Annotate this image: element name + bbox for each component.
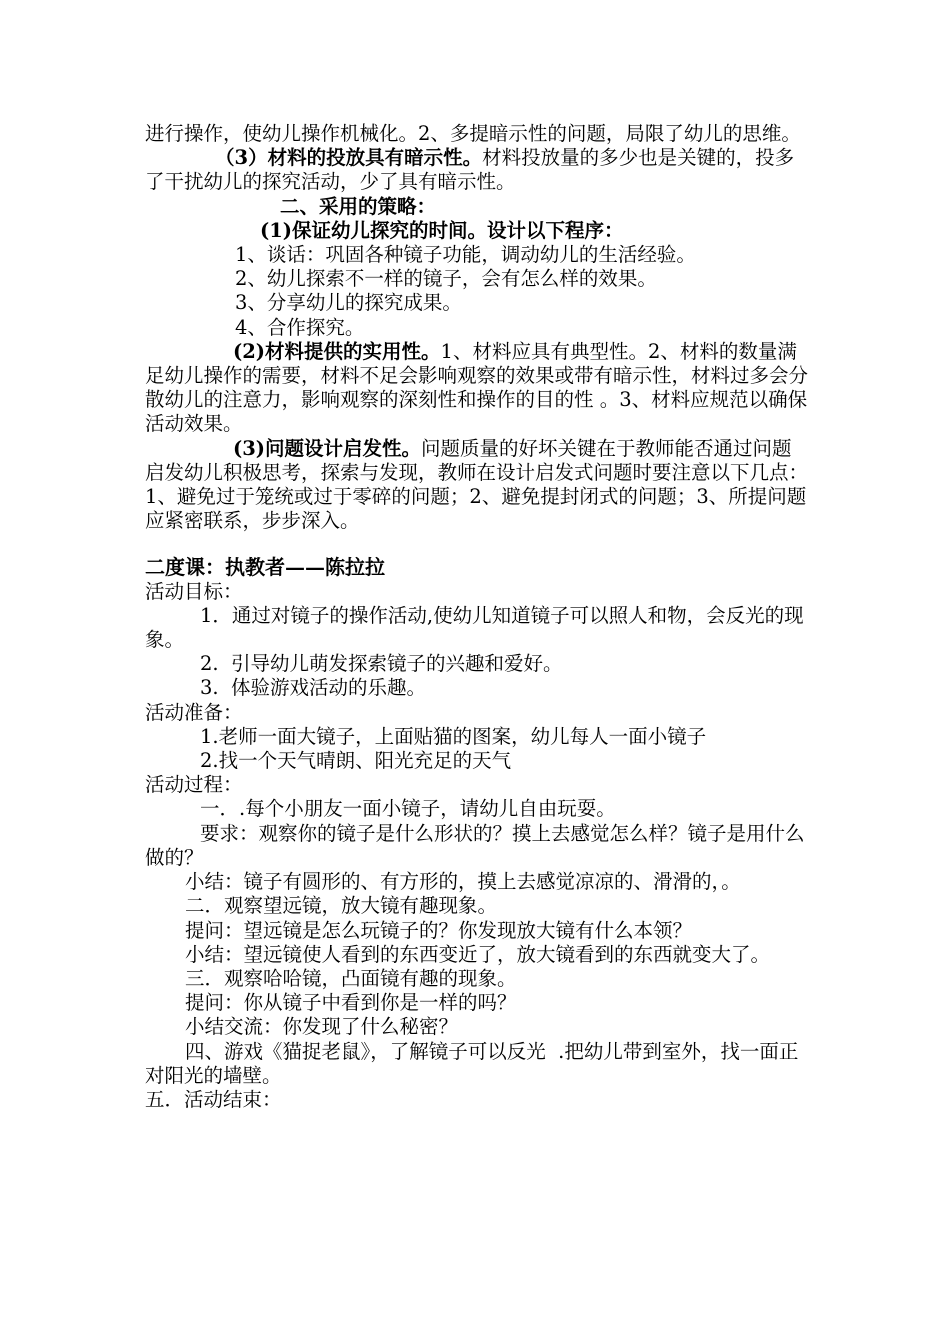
paragraph-heading: (3)问题设计启发性。 bbox=[233, 436, 422, 460]
document-page bbox=[145, 122, 810, 1112]
strategy-1-heading: (1)保证幼儿探究的时间。设计以下程序： bbox=[260, 218, 624, 242]
strategy-3-paragraph bbox=[145, 437, 810, 534]
prep-heading: 活动准备： bbox=[145, 700, 243, 724]
paragraph-body: 1、材料应具有典型性。2、材料的数量满足幼儿操作的需要，材料不足会影响观察的效果或带有暗示性，材料过多会分散幼儿的注意力，影响观察的深刻性和操作的目的性 。3、材料应规范以确保活动效果。 bbox=[145, 339, 809, 436]
goal-2: 2. 引导幼儿萌发探索镜子的兴趣和爱好。 bbox=[200, 652, 563, 676]
process-step-1: 一．.每个小朋友一面小镜子，请幼儿自由玩耍。 bbox=[200, 797, 616, 821]
process-step-4: 四、游戏《猫捉老鼠》，了解镜子可以反光 .把幼儿带到室外，找一面正对阳光的墙壁。 bbox=[145, 1039, 799, 1087]
prep-2: 2.找一个天气晴朗、阳光充足的天气 bbox=[200, 749, 512, 773]
paragraph-body: 材料投放量的多少也是关键的，投多了干扰幼儿的探究活动，少了具有暗示性。 bbox=[145, 146, 795, 194]
prep-1: 1.老师一面大镜子，上面贴猫的图案，幼儿每人一面小镜子 bbox=[200, 724, 707, 748]
procedure-step-1: 1、谈话：巩固各种镜子功能，调动幼儿的生活经验。 bbox=[235, 243, 696, 267]
process-step-1-requirement: 要求：观察你的镜子是什么形状的？摸上去感觉怎么样？镜子是用什么做的？ bbox=[145, 821, 805, 869]
process-step-1-summary: 小结：镜子有圆形的、有方形的，摸上去感觉凉凉的、滑滑的，。 bbox=[185, 870, 741, 894]
process-step-2-summary: 小结：望远镜使人看到的东西变近了，放大镜看到的东西就变大了。 bbox=[185, 942, 771, 966]
strategy-2-paragraph bbox=[145, 340, 810, 437]
process-heading: 活动过程： bbox=[145, 773, 243, 797]
spacer bbox=[145, 533, 810, 555]
goal-3: 3. 体验游戏活动的乐趣。 bbox=[200, 676, 427, 700]
paragraph-heading: (2)材料提供的实用性。 bbox=[233, 339, 441, 363]
paragraph-heading: （3）材料的投放具有暗示性。 bbox=[215, 146, 483, 170]
goals-heading: 活动目标： bbox=[145, 579, 243, 603]
paragraph-continuation: 进行操作，使幼儿操作机械化。2、多提暗示性的问题，局限了幼儿的思维。 bbox=[145, 122, 801, 145]
lesson-title: 二度课：执教者——陈拉拉 bbox=[145, 555, 385, 580]
process-step-3-question: 提问：你从镜子中看到你是一样的吗？ bbox=[185, 991, 517, 1015]
goal-1: 1．通过对镜子的操作活动,使幼儿知道镜子可以照人和物，会反光的现象。 bbox=[145, 603, 804, 652]
process-step-3-summary: 小结交流：你发现了什么秘密？ bbox=[185, 1015, 459, 1039]
process-step-2-question: 提问：望远镜是怎么玩镜子的？你发现放大镜有什么本领？ bbox=[185, 918, 693, 942]
process-step-2: 二．观察望远镜，放大镜有趣现象。 bbox=[185, 894, 498, 918]
process-step-3: 三．观察哈哈镜，凸面镜有趣的现象。 bbox=[185, 966, 517, 990]
paragraph-body: 问题质量的好坏关键在于教师能否通过问题启发幼儿积极思考，探索与发现，教师在设计启发式问题时要注意以下几点：1、避免过于笼统或过于零碎的问题；2、避免提封闭式的问题；3、所提问题应紧密联系，步步深入。 bbox=[145, 436, 809, 533]
procedure-step-3: 3、分享幼儿的探究成果。 bbox=[235, 291, 462, 315]
procedure-step-4: 4、合作探究。 bbox=[235, 315, 365, 339]
paragraph-material-hint bbox=[145, 146, 810, 194]
process-step-5: 五．活动结束： bbox=[145, 1087, 282, 1111]
procedure-step-2: 2、幼儿探索不一样的镜子，会有怎么样的效果。 bbox=[235, 267, 657, 291]
section-heading-strategies: 二、采用的策略： bbox=[280, 194, 437, 218]
